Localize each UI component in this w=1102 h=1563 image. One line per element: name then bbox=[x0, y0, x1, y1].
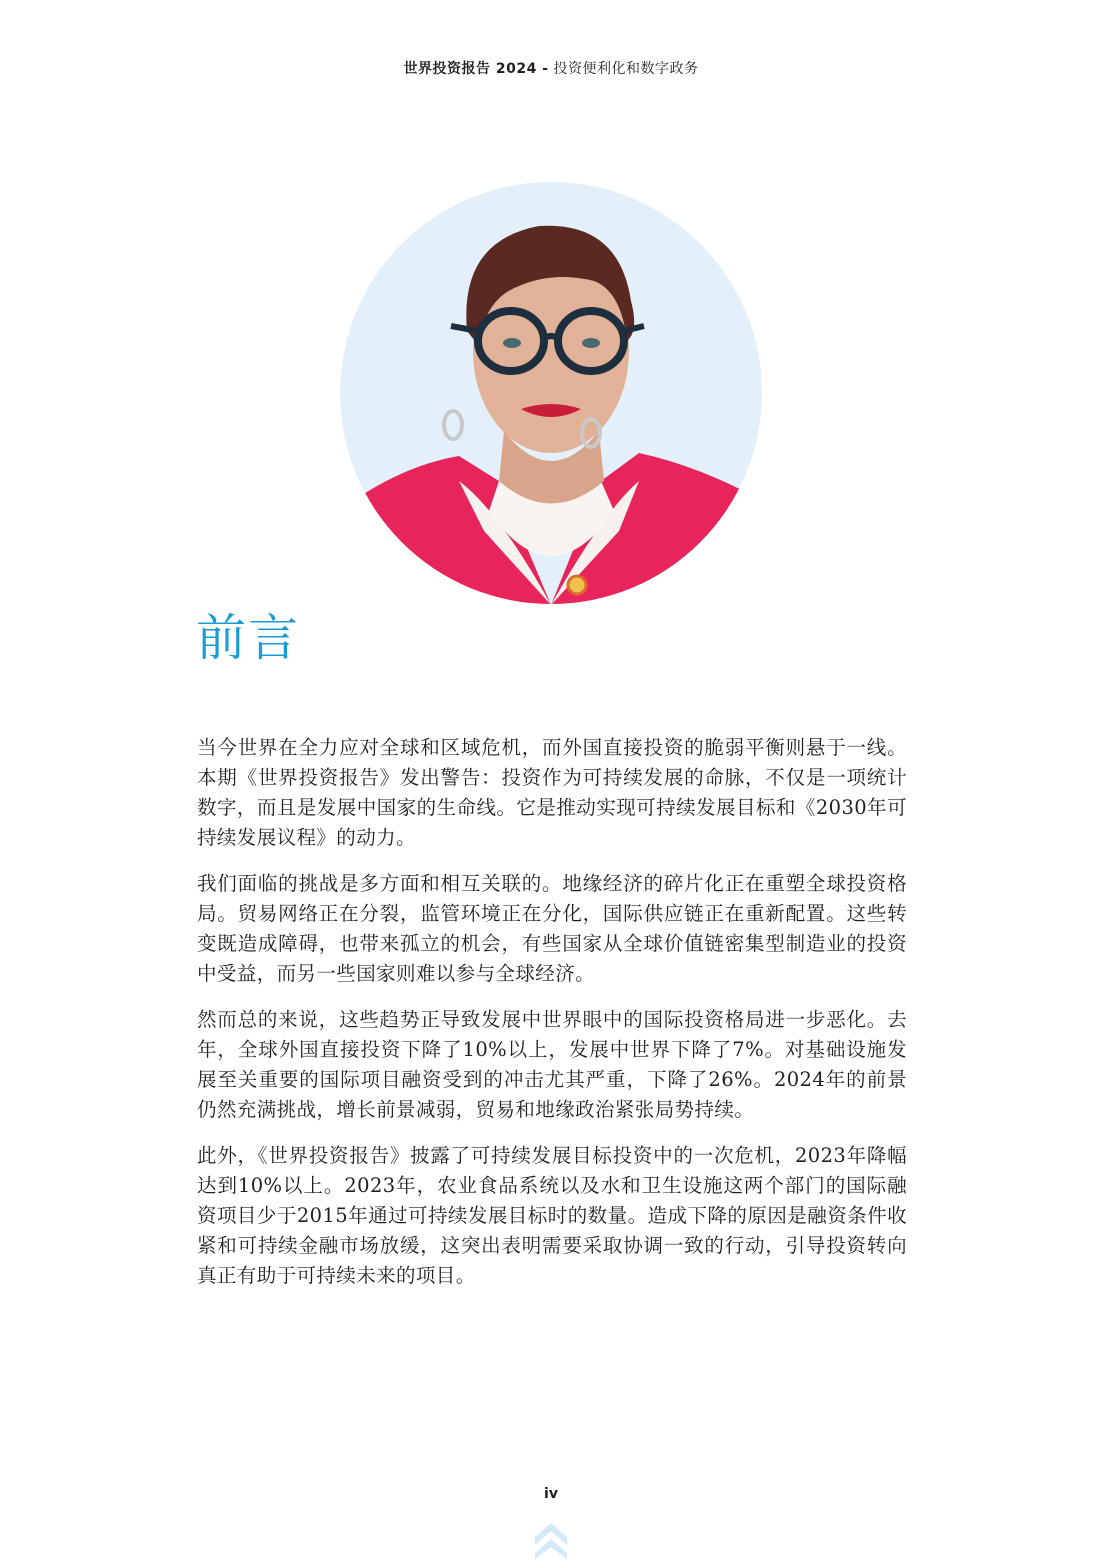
paragraph-1: 当今世界在全力应对全球和区域危机，而外国直接投资的脆弱平衡则悬于一线。本期《世界投资报告》发出警告：投资作为可持续发展的命脉，不仅是一项统计数字，而且是发展中国家的生命线。它是推动实现可持续发展目标和《2030年可持续发展议程》的动力。 bbox=[197, 736, 907, 849]
paragraph-3: 然而总的来说，这些趋势正导致发展中世界眼中的国际投资格局进一步恶化。去年，全球外国直接投资下降了10%以上，发展中世界下降了7%。对基础设施发展至关重要的国际项目融资受到的冲击尤其严重，下降了26%。2024年的前景仍然充满挑战，增长前景减弱，贸易和地缘政治紧张局势持续。 bbox=[197, 1008, 907, 1121]
page-number: iv bbox=[544, 1486, 558, 1502]
body-text bbox=[197, 733, 907, 1307]
running-header bbox=[0, 58, 1102, 78]
report-title: 世界投资报告 2024 - bbox=[403, 61, 549, 77]
section-title: 前言 bbox=[196, 609, 300, 667]
portrait-photo bbox=[339, 181, 763, 605]
report-subtitle: 投资便利化和数字政务 bbox=[548, 61, 699, 77]
paragraph-2: 我们面临的挑战是多方面和相互关联的。地缘经济的碎片化正在重塑全球投资格局。贸易网络正在分裂，监管环境正在分化，国际供应链正在重新配置。这些转变既造成障碍，也带来孤立的机会，有些国家从全球价值链密集型制造业的投资中受益，而另一些国家则难以参与全球经济。 bbox=[197, 872, 907, 985]
paragraph-4: 此外，《世界投资报告》披露了可持续发展目标投资中的一次危机，2023年降幅达到10%以上。2023年，农业食品系统以及水和卫生设施这两个部门的国际融资项目少于2015年通过可持续发展目标时的数量。造成下降的原因是融资条件收紧和可持续金融市场放缓，这突出表明需要采取协调一致的行动，引导投资转向真正有助于可持续未来的项目。 bbox=[197, 1144, 907, 1287]
portrait-illustration bbox=[339, 181, 763, 605]
scroll-up-chevron-icon[interactable] bbox=[531, 1515, 571, 1559]
